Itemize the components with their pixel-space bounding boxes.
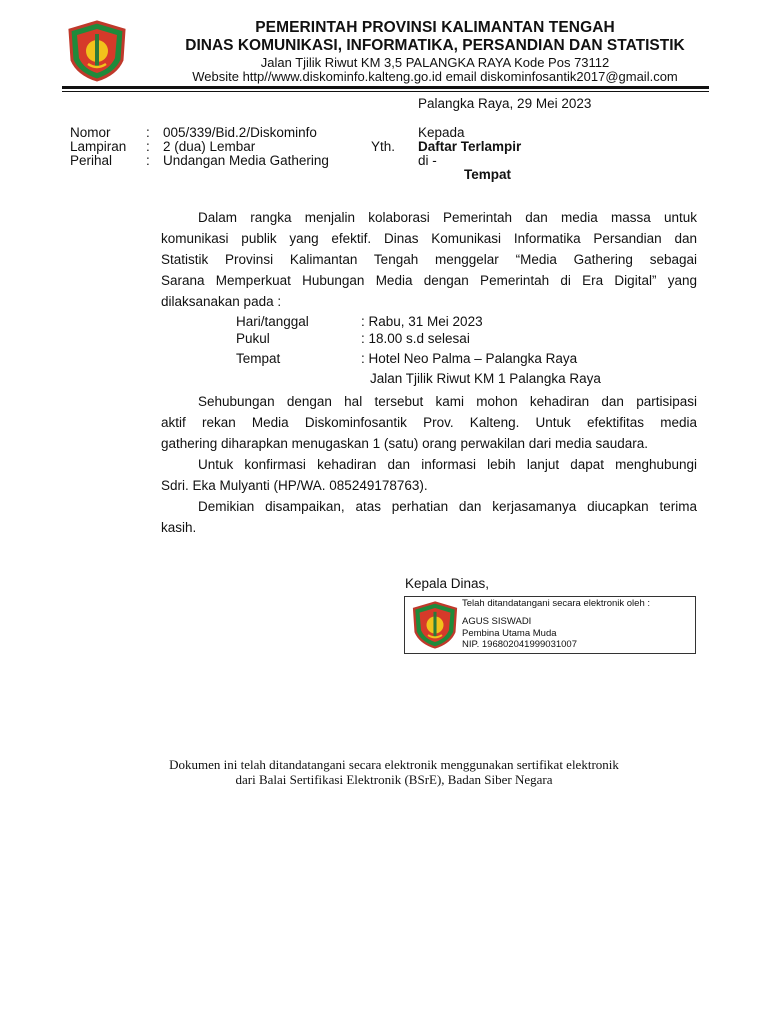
paragraph-1 <box>161 207 697 312</box>
paragraph-2-line: aktif rekan Media Diskominfosantik Prov. Kalteng. Untuk efektifitas media <box>161 415 697 430</box>
signature-box-heading: Telah ditandatangani secara elektronik oleh : <box>462 598 651 609</box>
detail-hari-value: : Rabu, 31 Mei 2023 <box>361 314 483 329</box>
perihal-value: Undangan Media Gathering <box>163 153 329 168</box>
letterhead-contact: Website http//www.diskominfo.kalteng.go.id email diskominfosantik2017@gmail.com <box>192 69 678 84</box>
nomor-label: Nomor <box>70 125 111 140</box>
detail-pukul-value: : 18.00 s.d selesai <box>361 331 470 346</box>
paragraph-3-line: Untuk konfirmasi kehadiran dan informasi lebih lanjut dapat menghubungi <box>198 457 697 472</box>
footer-line-2: dari Balai Sertifikasi Elektronik (BSrE), Badan Siber Negara <box>235 772 553 787</box>
signer-name: AGUS SISWADI <box>462 616 532 627</box>
lampiran-value: 2 (dua) Lembar <box>163 139 256 154</box>
nomor-value: 005/339/Bid.2/Diskominfo <box>163 125 317 140</box>
detail-tempat-value: : Hotel Neo Palma – Palangka Raya <box>361 351 578 366</box>
paragraph-3 <box>161 454 697 496</box>
letterhead-line-1: PEMERINTAH PROVINSI KALIMANTAN TENGAH <box>255 19 615 36</box>
signer-nip: NIP. 196802041999031007 <box>462 639 577 650</box>
paragraph-1-line: Statistik Provinsi Kalimantan Tengah menggelar “Media Gathering sebagai <box>161 252 697 267</box>
detail-hari-label: Hari/tanggal <box>236 314 309 329</box>
paragraph-1-line: dilaksanakan pada : <box>161 294 282 309</box>
lampiran-label: Lampiran <box>70 139 127 154</box>
paragraph-4-line: Demikian disampaikan, atas perhatian dan kerjasamanya diucapkan terima <box>198 499 697 514</box>
paragraph-3-line: Sdri. Eka Mulyanti (HP/WA. 085249178763). <box>161 478 428 493</box>
lampiran-colon: : <box>146 139 150 154</box>
recipient-yth: Yth. <box>371 139 396 154</box>
detail-tempat-label: Tempat <box>236 351 281 366</box>
letterhead-address: Jalan Tjilik Riwut KM 3,5 PALANGKA RAYA Kode Pos 73112 <box>260 55 610 70</box>
paragraph-1-line: komunikasi publik yang efektif. Dinas Komunikasi Informatika Persandian dan <box>161 231 697 246</box>
signature-title: Kepala Dinas, <box>405 576 490 591</box>
paragraph-2-line: Sehubungan dengan hal tersebut kami mohon kehadiran dan partisipasi <box>198 394 697 409</box>
detail-pukul-label: Pukul <box>236 331 270 346</box>
paragraph-4 <box>161 496 697 538</box>
paragraph-2 <box>161 391 697 454</box>
paragraph-1-line: Dalam rangka menjalin kolaborasi Pemerintah dan media massa untuk <box>198 210 697 225</box>
paragraph-2-line: gathering diharapkan menugaskan 1 (satu) orang perwakilan dari media saudara. <box>161 436 649 451</box>
province-emblem-small-logo <box>411 600 459 650</box>
nomor-colon: : <box>146 125 150 140</box>
letter-date: Palangka Raya, 29 Mei 2023 <box>418 96 592 111</box>
footer-line-1: Dokumen ini telah ditandatangani secara elektronik menggunakan sertifikat elektronik <box>169 757 619 772</box>
perihal-label: Perihal <box>70 153 113 168</box>
detail-tempat-address: Jalan Tjilik Riwut KM 1 Palangka Raya <box>370 371 601 386</box>
recipient-di: di - <box>418 153 437 168</box>
electronic-signature-box <box>404 596 696 654</box>
recipient-tempat: Tempat <box>464 167 512 182</box>
paragraph-1-line: Sarana Memperkuat Hubungan Media dengan Pemerintah di Era Digital” yang <box>161 273 697 288</box>
letterhead-divider-thick <box>62 86 709 89</box>
signer-rank: Pembina Utama Muda <box>462 628 557 639</box>
recipient-name: Daftar Terlampir <box>418 139 522 154</box>
paragraph-4-line: kasih. <box>161 520 197 535</box>
perihal-colon: : <box>146 153 150 168</box>
letterhead-divider-thin <box>62 91 709 92</box>
letterhead-line-2: DINAS KOMUNIKASI, INFORMATIKA, PERSANDIAN DAN STATISTIK <box>185 37 685 54</box>
recipient-kepada: Kepada <box>418 125 465 140</box>
